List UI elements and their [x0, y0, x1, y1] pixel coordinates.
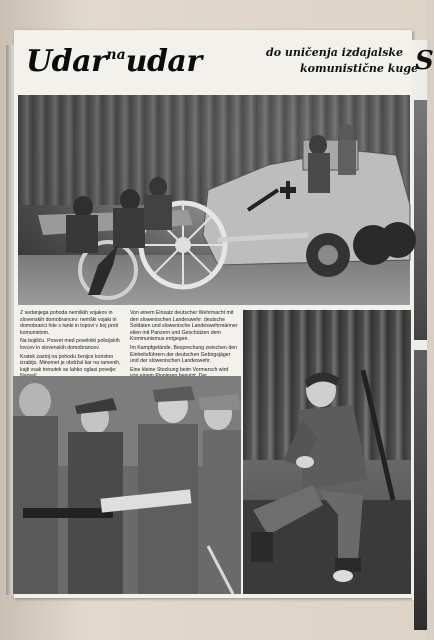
officers-illustration [13, 376, 241, 594]
headline-main [26, 44, 202, 79]
next-page-headline-fragment: S [415, 46, 434, 76]
convoy-illustration [18, 95, 410, 305]
next-page-photo-fragment [414, 100, 427, 340]
headline-word-1: Udar [26, 44, 107, 79]
photo-caption-block [18, 308, 240, 376]
headline-small-word: na [106, 47, 126, 63]
caption-de-1: Von einem Einsatz deutscher Wehrmacht mit den slowenischen Landeswehr: deutsche Soldaten und slowenische Landeswehrmänner eilen mit Panzern und Geschützen dem Kommunismus entgegen. [130, 310, 238, 343]
next-page-edge [412, 40, 434, 600]
next-page-photo-fragment-lower [414, 350, 427, 630]
photo-soldier-in-forest [243, 310, 411, 594]
soldier-illustration [243, 310, 411, 594]
caption-de-3: Eine kleine Stockung beim Vormarsch wird [130, 366, 229, 373]
caption-sl-1: Z sedanjega pohoda nemških vojakov in slovenskih domobrancev: nemški vojaki in domobranci hite s tanki in topovi v boj proti komunistom. [20, 310, 119, 336]
headline-subtitle-line-2: komunistične kuge [300, 62, 419, 75]
photo-officers-conferring [13, 376, 241, 594]
caption-slovene [20, 310, 124, 382]
photo-convoy-armored-car [18, 95, 410, 305]
caption-sl-3: Kratek zastoj na pohodu ženijce koristno izrabijo. Minomet je obdržal kar na ramenih, kajti vsak trenutek se lahko oglasi povelje: [20, 353, 121, 373]
headline-word-2: udar [125, 44, 202, 79]
caption-sl-2: Na bojišču. Posvet med povelniki policijskih lovcev in slovenskih domobrancev. [20, 338, 120, 351]
caption-de-2: Im Kampfgelände. Besprechung zwischen den Einheitsführern der deutschen Gebirgsjäger und der slowenischen Landeswehr. [130, 344, 237, 365]
headline-subtitle-line-1: do uničenja izdajalske [266, 46, 404, 59]
page-headline [20, 40, 419, 96]
